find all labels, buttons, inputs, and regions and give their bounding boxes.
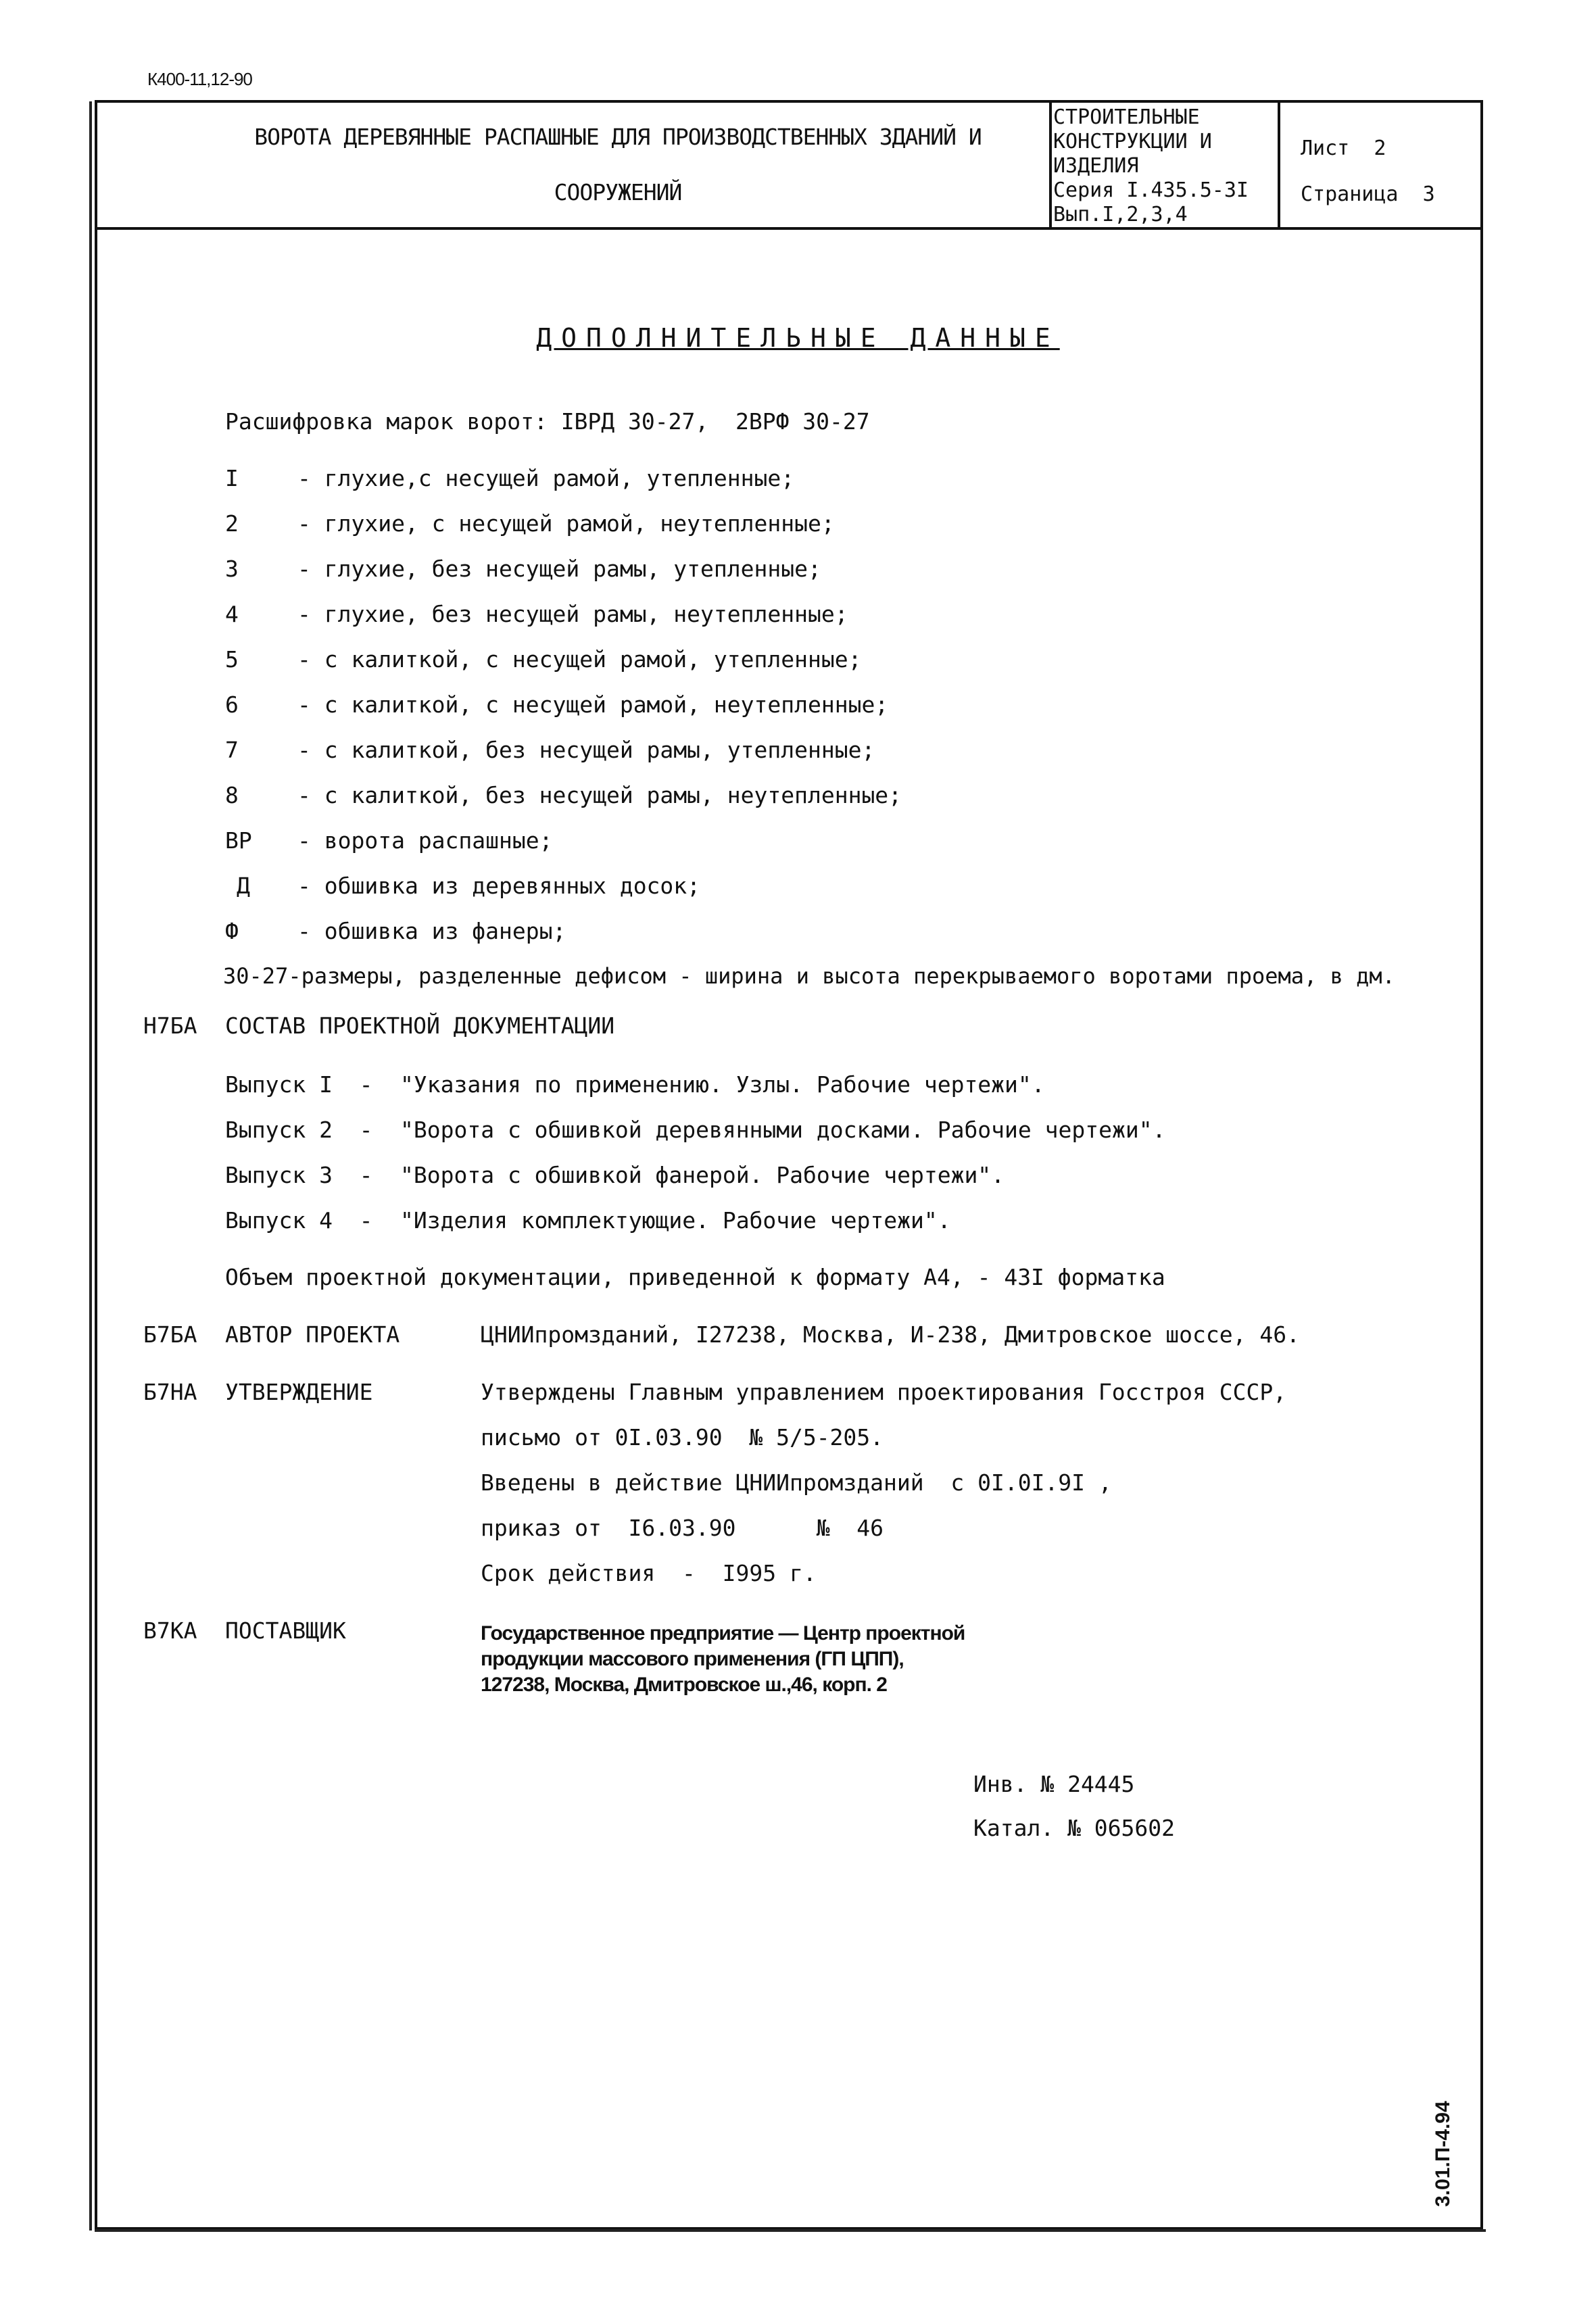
title-block-title [138, 109, 1098, 218]
decode-text: - глухие, с несущей рамой, неутепленные; [297, 510, 835, 537]
decode-code: 4 [225, 601, 239, 627]
title-line-2: СООРУЖЕНИЙ [554, 179, 682, 205]
author-text: ЦНИИпромзданий, I27238, Москва, И-238, Дмитровское шоссе, 46. [481, 1321, 1300, 1348]
decode-intro: Расшифровка марок ворот: IВРД 30-27, 2ВРФ 30-27 [225, 408, 870, 435]
section-title: ПОСТАВЩИК [225, 1617, 346, 1644]
release-text: "Изделия комплектующие. Рабочие чертежи". [400, 1207, 951, 1234]
decode-text: - с калиткой, с несущей рамой, неутепленные; [297, 691, 889, 718]
release-label: Выпуск 4 - [225, 1207, 373, 1234]
release-text: "Ворота с обшивкой деревянными досками. Рабочие чертежи". [400, 1117, 1166, 1143]
page-number: Страница 3 [1301, 182, 1435, 206]
supplier-stamp [481, 1621, 965, 1698]
section-code: Н7БА [143, 1013, 197, 1039]
catalog-number: Катал. № 065602 [973, 1815, 1176, 1841]
side-code: 3.01.П-4.94 [1432, 2101, 1454, 2207]
sizes-note: 30-27-размеры, разделенные дефисом - ширина и высота перекрываемого воротами проема, в дм. [223, 963, 1395, 989]
supplier-line: Государственное предприятие — Центр проектной [481, 1622, 965, 1644]
decode-code: Ф [225, 918, 239, 944]
frame-left-shadow [89, 101, 92, 2231]
supplier-line: 127238, Москва, Дмитровское ш.,46, корп. 2 [481, 1674, 887, 1696]
decode-text: - с калиткой, без несущей рамы, утепленные; [297, 737, 875, 763]
decode-code: 8 [225, 782, 239, 808]
inventory-number: Инв. № 24445 [973, 1771, 1135, 1797]
release-label: Выпуск 3 - [225, 1162, 373, 1188]
sheet-number: Лист 2 [1301, 137, 1386, 160]
title-line-1: ВОРОТА ДЕРЕВЯННЫЕ РАСПАШНЫЕ ДЛЯ ПРОИЗВОДСТВЕННЫХ ЗДАНИЙ И [254, 124, 982, 150]
release-label: Выпуск 2 - [225, 1117, 373, 1143]
series-line: ИЗДЕЛИЯ [1053, 154, 1139, 178]
series-line: Серия I.435.5-3I [1053, 178, 1249, 202]
decode-text: - обшивка из деревянных досок; [297, 873, 701, 899]
series-line: КОНСТРУКЦИИ И [1053, 130, 1212, 153]
release-text: "Ворота с обшивкой фанерой. Рабочие чертежи". [400, 1162, 1005, 1188]
approval-line: письмо от 0I.03.90 № 5/5-205. [481, 1424, 884, 1451]
decode-text: - глухие, без несущей рамы, утепленные; [297, 556, 821, 582]
release-label: Выпуск I - [225, 1071, 373, 1098]
volume-note: Объем проектной документации, приведенной к формату А4, - 43I форматка [225, 1264, 1165, 1290]
section-code: В7КА [143, 1617, 197, 1644]
decode-code: 6 [225, 691, 239, 718]
section-code: Б7БА [143, 1321, 197, 1348]
decode-code: 7 [225, 737, 239, 763]
title-block-divider [1049, 103, 1052, 228]
decode-text: - обшивка из фанеры; [297, 918, 566, 944]
approval-line: приказ от I6.03.90 № 46 [481, 1515, 884, 1541]
supplier-line: продукции массового применения (ГП ЦПП), [481, 1648, 904, 1670]
decode-text: - ворота распашные; [297, 827, 553, 854]
title-block [97, 103, 1480, 230]
decode-code: Д [237, 873, 250, 899]
decode-code: 2 [225, 510, 239, 537]
decode-code: I [225, 465, 239, 491]
section-title: АВТОР ПРОЕКТА [225, 1321, 400, 1348]
decode-text: - с калиткой, без несущей рамы, неутепленные; [297, 782, 902, 808]
decode-code: 3 [225, 556, 239, 582]
release-text: "Указания по применению. Узлы. Рабочие чертежи". [400, 1071, 1045, 1098]
title-block-divider [1278, 103, 1280, 228]
section-code: Б7НА [143, 1379, 197, 1405]
decode-text: - глухие,с несущей рамой, утепленные; [297, 465, 795, 491]
page-heading: ДОПОЛНИТЕЛЬНЫЕ ДАННЫЕ [536, 323, 1060, 353]
approval-line: Утверждены Главным управлением проектирования Госстроя СССР, [481, 1379, 1287, 1405]
series-line: СТРОИТЕЛЬНЫЕ [1053, 105, 1200, 129]
decode-text: - глухие, без несущей рамы, неутепленные; [297, 601, 848, 627]
document-code: К400-11,12-90 [147, 69, 252, 89]
section-title: СОСТАВ ПРОЕКТНОЙ ДОКУМЕНТАЦИИ [225, 1013, 615, 1039]
section-title: УТВЕРЖДЕНИЕ [225, 1379, 373, 1405]
frame-bottom-shadow [95, 2229, 1486, 2232]
approval-line: Введены в действие ЦНИИпромзданий с 0I.0I.9I , [481, 1469, 1112, 1496]
series-line: Вып.I,2,3,4 [1053, 203, 1188, 226]
decode-code: 5 [225, 646, 239, 673]
decode-text: - с калиткой, с несущей рамой, утепленные; [297, 646, 862, 673]
title-block-series [1053, 105, 1276, 227]
approval-line: Срок действия - I995 г. [481, 1560, 817, 1586]
decode-code: ВР [225, 827, 252, 854]
